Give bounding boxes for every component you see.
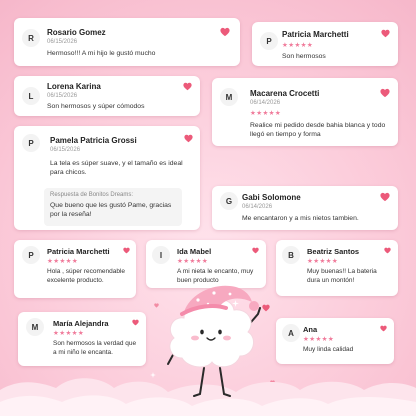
review-card — [212, 186, 398, 230]
avatar: M — [220, 88, 238, 106]
review-date: 06/14/2026 — [250, 100, 281, 106]
avatar: B — [282, 246, 300, 264]
review-date: 06/15/2026 — [50, 147, 81, 153]
star-rating: ★★★★★ — [307, 258, 339, 265]
avatar: L — [22, 87, 40, 105]
heart-icon[interactable] — [381, 29, 390, 38]
reviewer-name: Lorena Karina — [47, 82, 101, 91]
review-text: Muy linda calidad — [303, 346, 354, 353]
avatar: G — [220, 192, 238, 210]
heart-icon[interactable] — [380, 192, 390, 202]
review-text: Son hermosos y súper cómodos — [47, 103, 145, 110]
star-rating: ★★★★★ — [47, 258, 79, 265]
heart-icon[interactable] — [184, 134, 193, 143]
review-text: Son hermosos — [282, 53, 326, 60]
review-text: Me encantaron y a mis nietos tambien. — [242, 215, 359, 222]
avatar: P — [260, 32, 278, 50]
reviewer-name: Gabi Solomone — [242, 193, 301, 202]
review-text: La tela es súper suave, y el tamaño es ideal para chicos. — [50, 160, 183, 176]
review-text: Muy buenas!! La bateria dura un montón! — [307, 268, 377, 284]
review-card — [212, 78, 398, 146]
star-rating: ★★★★★ — [250, 110, 282, 117]
reviewer-name: Ida Mabel — [177, 247, 212, 256]
review-card — [14, 18, 240, 66]
review-text: Realice mi pedido desde bahia blanca y todo llegó en tiempo y forma — [250, 122, 386, 138]
heart-icon[interactable] — [123, 247, 130, 254]
review-text: Hermoso!!! A mi hijo le gustó mucho — [47, 50, 156, 57]
review-date: 06/14/2026 — [242, 204, 273, 210]
reviewer-name: Beatriz Santos — [307, 247, 360, 256]
review-card — [14, 126, 200, 230]
reviewer-name: Ana — [303, 325, 318, 334]
review-date: 06/15/2026 — [47, 93, 78, 99]
reviewer-name: Patricia Marchetti — [47, 247, 110, 256]
reviewer-name: Rosario Gomez — [47, 28, 106, 37]
avatar: P — [22, 134, 40, 152]
star-rating: ★★★★★ — [177, 258, 209, 265]
heart-icon[interactable] — [384, 247, 391, 254]
small-heart-icon — [154, 303, 159, 308]
avatar: A — [282, 324, 300, 342]
avatar: P — [22, 246, 40, 264]
heart-icon[interactable] — [380, 325, 387, 332]
review-text: A mi nieta le encanto, muy buen producto — [177, 268, 254, 284]
review-text: Son hermosos la verdad que a mi niño le encanta. — [53, 340, 137, 356]
review-text: Hola , súper recomendable excelente producto. — [47, 268, 126, 284]
review-card — [276, 240, 398, 296]
reply-label: Respuesta de Bonitos Dreams: — [50, 192, 134, 198]
reply-text: Que bueno que les gustó Pame, gracias por la reseña! — [50, 202, 172, 218]
reviewer-name: María Alejandra — [53, 319, 109, 328]
review-card — [14, 76, 200, 116]
heart-icon[interactable] — [380, 88, 390, 98]
heart-icon[interactable] — [132, 319, 139, 326]
heart-icon[interactable] — [183, 82, 192, 91]
reviewer-name: Patricia Marchetti — [282, 30, 349, 39]
heart-icon[interactable] — [252, 247, 259, 254]
cloud-mascot-illustration — [160, 272, 270, 404]
star-rating: ★★★★★ — [303, 336, 335, 343]
reviewer-name: Macarena Crocetti — [250, 89, 320, 98]
review-date: 06/15/2026 — [47, 39, 78, 45]
heart-icon[interactable] — [220, 27, 230, 37]
star-rating: ★★★★★ — [53, 330, 85, 337]
store-reply — [44, 188, 182, 226]
avatar: R — [22, 29, 40, 47]
review-card — [252, 22, 398, 66]
avatar: M — [26, 318, 44, 336]
star-rating: ★★★★★ — [282, 42, 314, 49]
reviewer-name: Pamela Patricia Grossi — [50, 136, 137, 145]
avatar: I — [152, 246, 170, 264]
review-card — [14, 240, 136, 298]
